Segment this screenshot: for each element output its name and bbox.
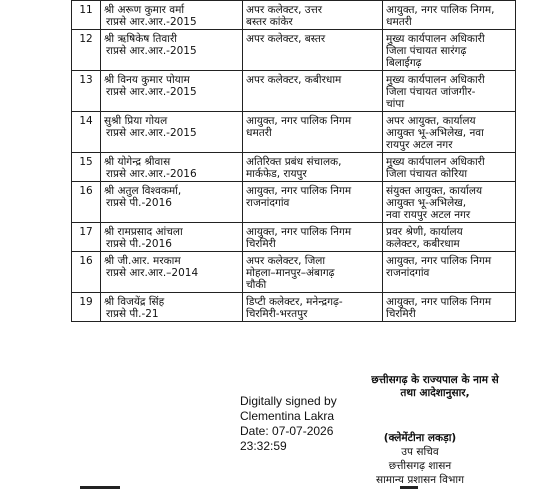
officer-cell xyxy=(101,182,243,223)
table-row xyxy=(72,1,516,30)
officer-cell xyxy=(101,1,243,30)
signature-line: Digitally signed by xyxy=(240,394,337,408)
new-post-cell xyxy=(383,71,516,112)
officer-cell xyxy=(101,71,243,112)
new-post-line: आयुक्त भू-अभिलेख, नवा xyxy=(386,127,484,139)
current-post-line: राजनांदगांव xyxy=(246,197,290,209)
new-post-cell xyxy=(383,112,516,153)
new-post-line: चांपा xyxy=(386,98,405,110)
new-post-line: संयुक्त आयुक्त, कार्यालय xyxy=(386,185,483,197)
serial-number-cell: 16 xyxy=(72,252,101,293)
officer-name: श्री जी.आर. मरकाम xyxy=(104,255,181,267)
current-post-line: चिरमिरी xyxy=(246,238,276,250)
current-post-line: बस्तर कांकेर xyxy=(246,16,293,28)
current-post-line: आयुक्त, नगर पालिक निगम xyxy=(246,226,352,238)
officer-batch: राप्रसे आर.आर.-2015 xyxy=(106,127,197,139)
serial-number-cell: 12 xyxy=(72,30,101,71)
signer-name: Clementina Lakra xyxy=(240,409,335,423)
current-post-cell xyxy=(243,182,383,223)
new-post-line: आयुक्त, नगर पालिक निगम xyxy=(386,255,492,267)
table-row xyxy=(72,293,516,322)
new-post-line: आयुक्त, नगर पालिक निगम xyxy=(386,296,492,308)
current-post-line: मोहला–मानपुर–अंबागढ़ xyxy=(246,267,335,279)
new-post-line: मुख्य कार्यपालन अधिकारी xyxy=(386,33,485,45)
officer-batch: राप्रसे आर.आर.-2015 xyxy=(106,86,197,98)
new-post-line: चिरमिरी xyxy=(386,308,416,320)
signature-time: 23:32:59 xyxy=(240,439,287,453)
new-post-line: प्रवर श्रेणी, कार्यालय xyxy=(386,226,463,238)
secretary-government: छत्तीसगढ़ शासन xyxy=(388,460,452,472)
new-post-line: जिला पंचायत सारंगढ़ xyxy=(386,45,467,57)
serial-number-cell: 19 xyxy=(72,293,101,322)
new-post-cell xyxy=(383,293,516,322)
new-post-line: जिला पंचायत जांजगीर- xyxy=(386,86,476,98)
serial-number-cell: 17 xyxy=(72,223,101,252)
new-post-line: धमतरी xyxy=(386,16,412,28)
table-row xyxy=(72,71,516,112)
current-post-line: डिप्टी कलेक्टर, मनेन्द्रगढ़- xyxy=(246,296,343,308)
table-row xyxy=(72,153,516,182)
current-post-line: अपर कलेक्टर, उत्तर xyxy=(246,4,323,16)
officer-cell xyxy=(101,223,243,252)
new-post-line: बिलाईगढ़ xyxy=(386,57,422,69)
serial-number-cell: 15 xyxy=(72,153,101,182)
new-post-line: मुख्य कार्यपालन अधिकारी xyxy=(386,74,485,86)
officer-name: सुश्री प्रिया गोयल xyxy=(104,115,168,127)
current-post-line: मार्कफेड, रायपुर xyxy=(246,168,307,180)
current-post-line: अपर कलेक्टर, बस्तर xyxy=(246,33,326,45)
current-post-cell xyxy=(243,293,383,322)
officer-batch: राप्रसे पी.-21 xyxy=(106,308,159,320)
new-post-cell xyxy=(383,223,516,252)
current-post-cell xyxy=(243,153,383,182)
current-post-cell xyxy=(243,252,383,293)
table-row xyxy=(72,182,516,223)
officer-cell xyxy=(101,153,243,182)
officer-name: श्री विजयेंद्र सिंह xyxy=(104,296,165,308)
new-post-line: राजनांदगांव xyxy=(386,267,430,279)
serial-number-cell: 14 xyxy=(72,112,101,153)
secretary-block xyxy=(340,431,500,487)
transfer-table xyxy=(71,0,516,322)
new-post-cell xyxy=(383,153,516,182)
cut-text-fragment xyxy=(80,486,120,489)
new-post-cell xyxy=(383,1,516,30)
new-post-cell xyxy=(383,30,516,71)
current-post-line: अतिरिक्त प्रबंध संचालक, xyxy=(246,156,342,168)
officer-name: श्री ऋषिकेष तिवारी xyxy=(104,33,177,45)
secretary-name: (क्लेमेंटीना लकड़ा) xyxy=(383,432,457,444)
officer-cell xyxy=(101,112,243,153)
officer-cell xyxy=(101,293,243,322)
current-post-line: चिरमिरी-भरतपुर xyxy=(246,308,308,320)
serial-number-cell: 11 xyxy=(72,1,101,30)
officer-batch: राप्रसे आर.आर.-2015 xyxy=(106,16,197,28)
current-post-line: अपर कलेक्टर, जिला xyxy=(246,255,326,267)
current-post-line: आयुक्त, नगर पालिक निगम xyxy=(246,185,352,197)
officer-name: श्री रामप्रसाद आंचला xyxy=(104,226,183,238)
current-post-line: अपर कलेक्टर, कबीरधाम xyxy=(246,74,342,86)
officer-cell xyxy=(101,252,243,293)
order-line-order: तथा आदेशानुसार, xyxy=(400,387,470,399)
table-row xyxy=(72,112,516,153)
serial-number-cell: 13 xyxy=(72,71,101,112)
officer-batch: राप्रसे आर.आर.-2015 xyxy=(106,45,197,57)
officer-name: श्री अतुल विश्वकर्मा, xyxy=(104,185,182,197)
table-row xyxy=(72,223,516,252)
secretary-department: सामान्य प्रशासन विभाग xyxy=(375,474,464,486)
officer-cell xyxy=(101,30,243,71)
new-post-cell xyxy=(383,182,516,223)
current-post-cell xyxy=(243,223,383,252)
officer-batch: राप्रसे पी.-2016 xyxy=(106,238,172,250)
current-post-cell xyxy=(243,71,383,112)
new-post-cell xyxy=(383,252,516,293)
officer-batch: राप्रसे आर.आर.–2014 xyxy=(106,267,199,279)
new-post-line: आयुक्त भू-अभिलेख, xyxy=(386,197,467,209)
serial-number-cell: 16 xyxy=(72,182,101,223)
current-post-line: आयुक्त, नगर पालिक निगम xyxy=(246,115,352,127)
officer-name: श्री विनय कुमार पोयाम xyxy=(104,74,190,86)
table-row xyxy=(72,30,516,71)
officer-batch: राप्रसे आर.आर.-2016 xyxy=(106,168,197,180)
new-post-line: अपर आयुक्त, कार्यालय xyxy=(386,115,476,127)
current-post-line: धमतरी xyxy=(246,127,272,139)
new-post-line: कलेक्टर, कबीरधाम xyxy=(386,238,460,250)
current-post-cell xyxy=(243,1,383,30)
cut-text-fragment xyxy=(400,486,418,489)
current-post-line: चौकी xyxy=(246,279,267,291)
signature-date: Date: 07-07-2026 xyxy=(240,424,334,438)
order-line-governor: छत्तीसगढ़ के राज्यपाल के नाम से xyxy=(371,374,499,386)
new-post-line: जिला पंचायत कोरिया xyxy=(386,168,468,180)
new-post-line: रायपुर अटल नगर xyxy=(386,139,453,151)
current-post-cell xyxy=(243,30,383,71)
new-post-line: मुख्य कार्यपालन अधिकारी xyxy=(386,156,485,168)
officer-name: श्री योगेन्द्र श्रीवास xyxy=(104,156,171,168)
order-authority-block xyxy=(330,374,540,400)
officer-batch: राप्रसे पी.-2016 xyxy=(106,197,172,209)
officer-name: श्री अरूण कुमार वर्मा xyxy=(104,4,185,16)
secretary-designation: उप सचिव xyxy=(401,446,439,458)
table-row xyxy=(72,252,516,293)
current-post-cell xyxy=(243,112,383,153)
new-post-line: नवा रायपुर अटल नगर xyxy=(386,209,471,221)
new-post-line: आयुक्त, नगर पालिक निगम, xyxy=(386,4,495,16)
